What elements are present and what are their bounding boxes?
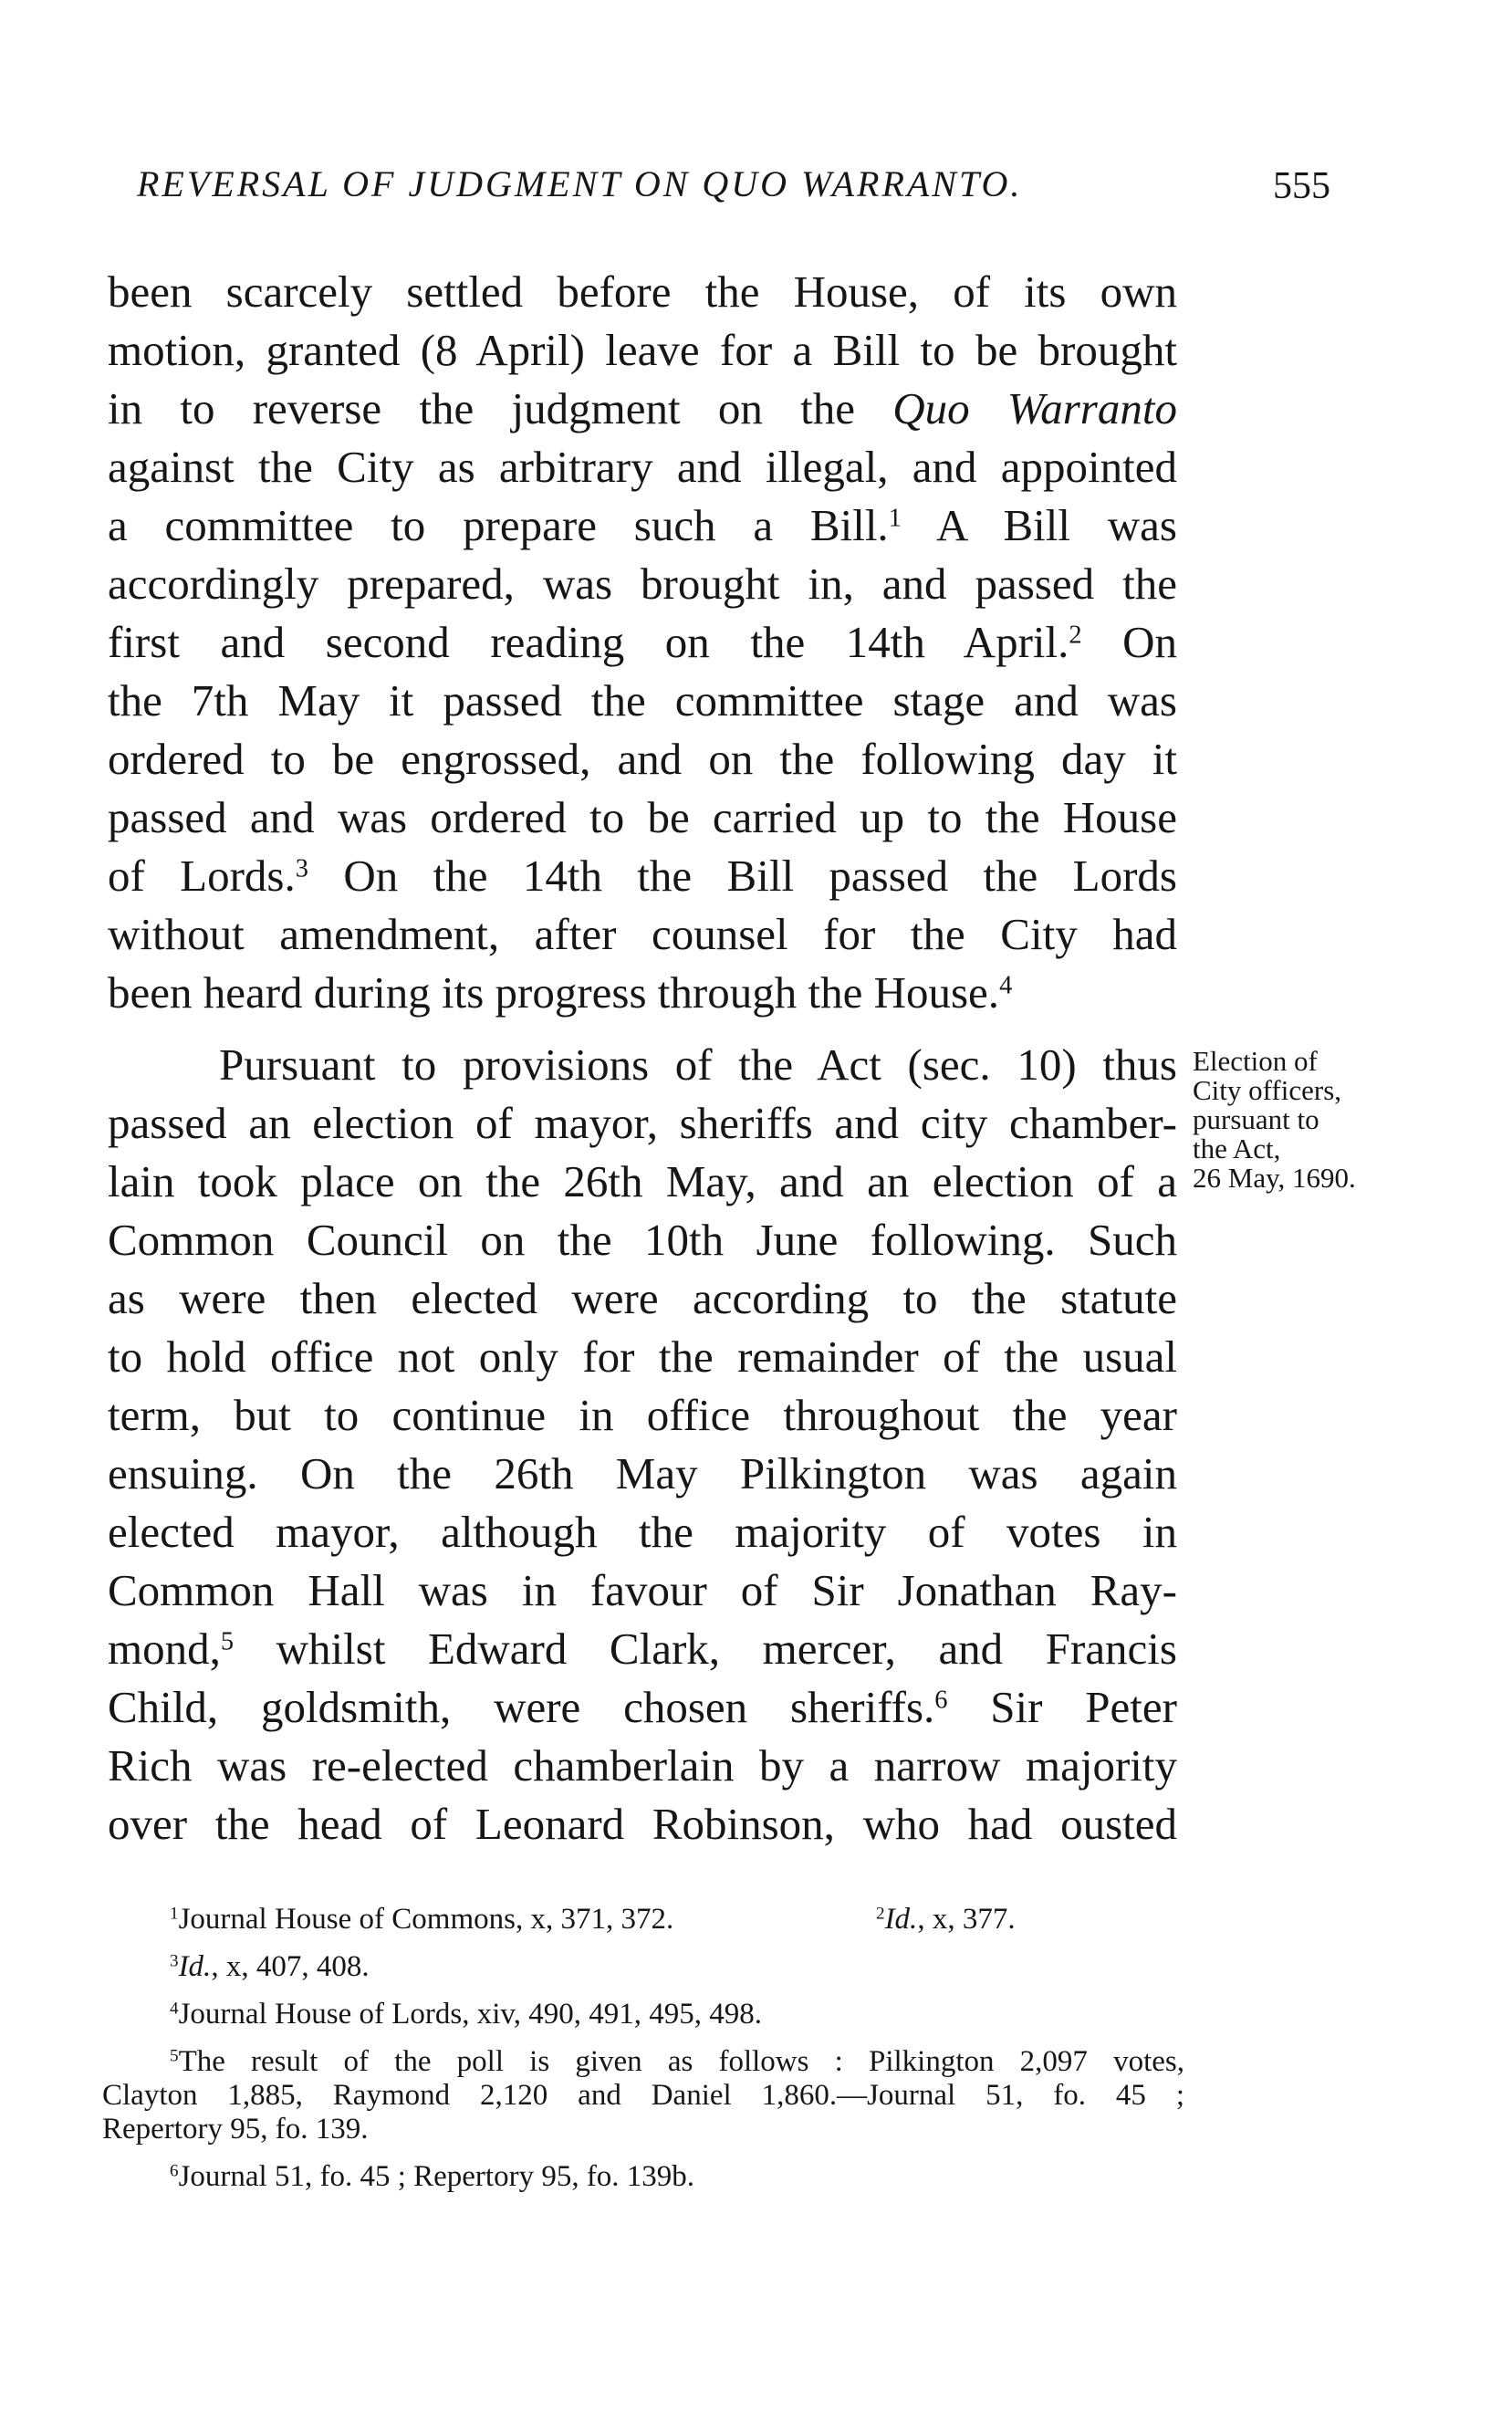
margin-note-line: pursuant to	[1193, 1103, 1319, 1135]
text-line: the 7th May it passed the committee stage and was	[108, 675, 1177, 726]
footnote-number: 2	[876, 1904, 885, 1924]
text-line: against the City as arbitrary and illegal, and appointed	[108, 442, 1177, 492]
text-line: passed an election of mayor, sheriffs and city chamber-	[108, 1098, 1177, 1148]
text-line	[108, 613, 1177, 672]
text-line	[108, 964, 1177, 1022]
running-title: REVERSAL OF JUDGMENT ON QUO WARRANTO.	[137, 163, 1023, 204]
text-line: term, but to continue in office throughout the year	[108, 1390, 1177, 1440]
footnote-ref: 6	[934, 1686, 948, 1715]
footnote-text: , x, 377.	[917, 1903, 1016, 1936]
footnote-ref: 4	[999, 971, 1013, 1000]
footnote-4	[170, 1998, 762, 2031]
text-run: of Lords.	[108, 851, 296, 901]
text-run: in to reverse the judgment on the	[108, 383, 893, 433]
margin-note	[1193, 1047, 1466, 1193]
text-line: Rich was re-elected chamberlain by a narrow majority	[108, 1740, 1177, 1791]
text-line: Pursuant to provisions of the Act (sec. 10) thus	[219, 1039, 1177, 1090]
footnote-6	[170, 2160, 694, 2194]
text-run: a committee to prepare such a Bill.	[108, 500, 889, 550]
text-line: Common Hall was in favour of Sir Jonathan Ray-	[108, 1565, 1177, 1615]
margin-note-line: 26 May, 1690.	[1193, 1162, 1356, 1194]
footnote-number: 3	[170, 1951, 179, 1971]
text-line	[108, 496, 1177, 555]
text-line: motion, granted (8 April) leave for a Bill to be brought	[108, 325, 1177, 375]
text-line: over the head of Leonard Robinson, who had ousted	[108, 1799, 1177, 1849]
footnote-number: 6	[170, 2161, 179, 2181]
text-line: to hold office not only for the remainder of the usual	[108, 1331, 1177, 1382]
text-line: Common Council on the 10th June following. Such	[108, 1215, 1177, 1265]
text-run: whilst Edward Clark, mercer, and Francis	[234, 1624, 1177, 1674]
footnote-number: 4	[170, 1999, 179, 2019]
italic-title: Quo Warranto	[892, 383, 1177, 433]
footnote-ref: 1	[888, 504, 902, 533]
text-line: as were then elected were according to the statute	[108, 1273, 1177, 1323]
footnote-5-line: Repertory 95, fo. 139.	[102, 2113, 369, 2146]
footnote-number: 5	[170, 2046, 179, 2066]
page-number: 555	[1273, 165, 1330, 207]
text-run: first and second reading on the 14th April.	[108, 617, 1069, 667]
text-line: passed and was ordered to be carried up to the House	[108, 792, 1177, 842]
footnote-ref: 2	[1069, 621, 1082, 650]
text-run: mond,	[108, 1624, 221, 1674]
footnote-number: 1	[170, 1904, 179, 1924]
footnote-2	[876, 1903, 1016, 1937]
footnote-italic: Id.	[178, 1950, 212, 1983]
footnote-text: Journal House of Commons, x, 371, 372.	[178, 1903, 674, 1936]
text-line	[108, 1678, 1177, 1737]
text-line: without amendment, after counsel for the City had	[108, 909, 1177, 959]
text-line	[108, 847, 1177, 905]
margin-note-line: City officers,	[1193, 1074, 1342, 1106]
footnote-1	[170, 1903, 673, 1937]
text-run: A Bill was	[901, 500, 1177, 550]
footnote-3	[170, 1950, 370, 1984]
footnote-text: , x, 407, 408.	[211, 1950, 370, 1983]
text-line	[108, 1620, 1177, 1678]
text-run: On	[1081, 617, 1177, 667]
footnote-ref: 5	[220, 1627, 235, 1656]
footnote-ref: 3	[295, 854, 308, 883]
footnote-italic: Id.	[884, 1903, 918, 1936]
text-line: elected mayor, although the majority of votes in	[108, 1507, 1177, 1557]
margin-note-line: Election of	[1193, 1045, 1318, 1077]
text-line: ordered to be engrossed, and on the following day it	[108, 734, 1177, 784]
text-line	[108, 380, 1177, 438]
margin-note-line: the Act,	[1193, 1133, 1281, 1164]
footnote-text: The result of the poll is given as follows : Pilkington 2,097 votes,	[178, 2045, 1184, 2078]
text-line: lain took place on the 26th May, and an election of a	[108, 1156, 1177, 1206]
footnote-5-line: Clayton 1,885, Raymond 2,120 and Daniel 1,860.—Journal 51, fo. 45 ;	[102, 2079, 1184, 2112]
footnote-text: Journal House of Lords, xiv, 490, 491, 495, 498.	[178, 1998, 763, 2031]
text-run: Sir Peter	[947, 1682, 1177, 1732]
text-line: been scarcely settled before the House, of its own	[108, 266, 1177, 317]
text-line: ensuing. On the 26th May Pilkington was again	[108, 1448, 1177, 1498]
text-run: been heard during its progress through the House.	[108, 967, 1000, 1018]
footnote-text: Journal 51, fo. 45 ; Repertory 95, fo. 139b.	[178, 2160, 695, 2193]
text-run: On the 14th the Bill passed the Lords	[308, 851, 1177, 901]
footnote-5-line	[170, 2045, 1184, 2079]
text-line: accordingly prepared, was brought in, and passed the	[108, 559, 1177, 609]
text-run: Child, goldsmith, were chosen sheriffs.	[108, 1682, 935, 1732]
